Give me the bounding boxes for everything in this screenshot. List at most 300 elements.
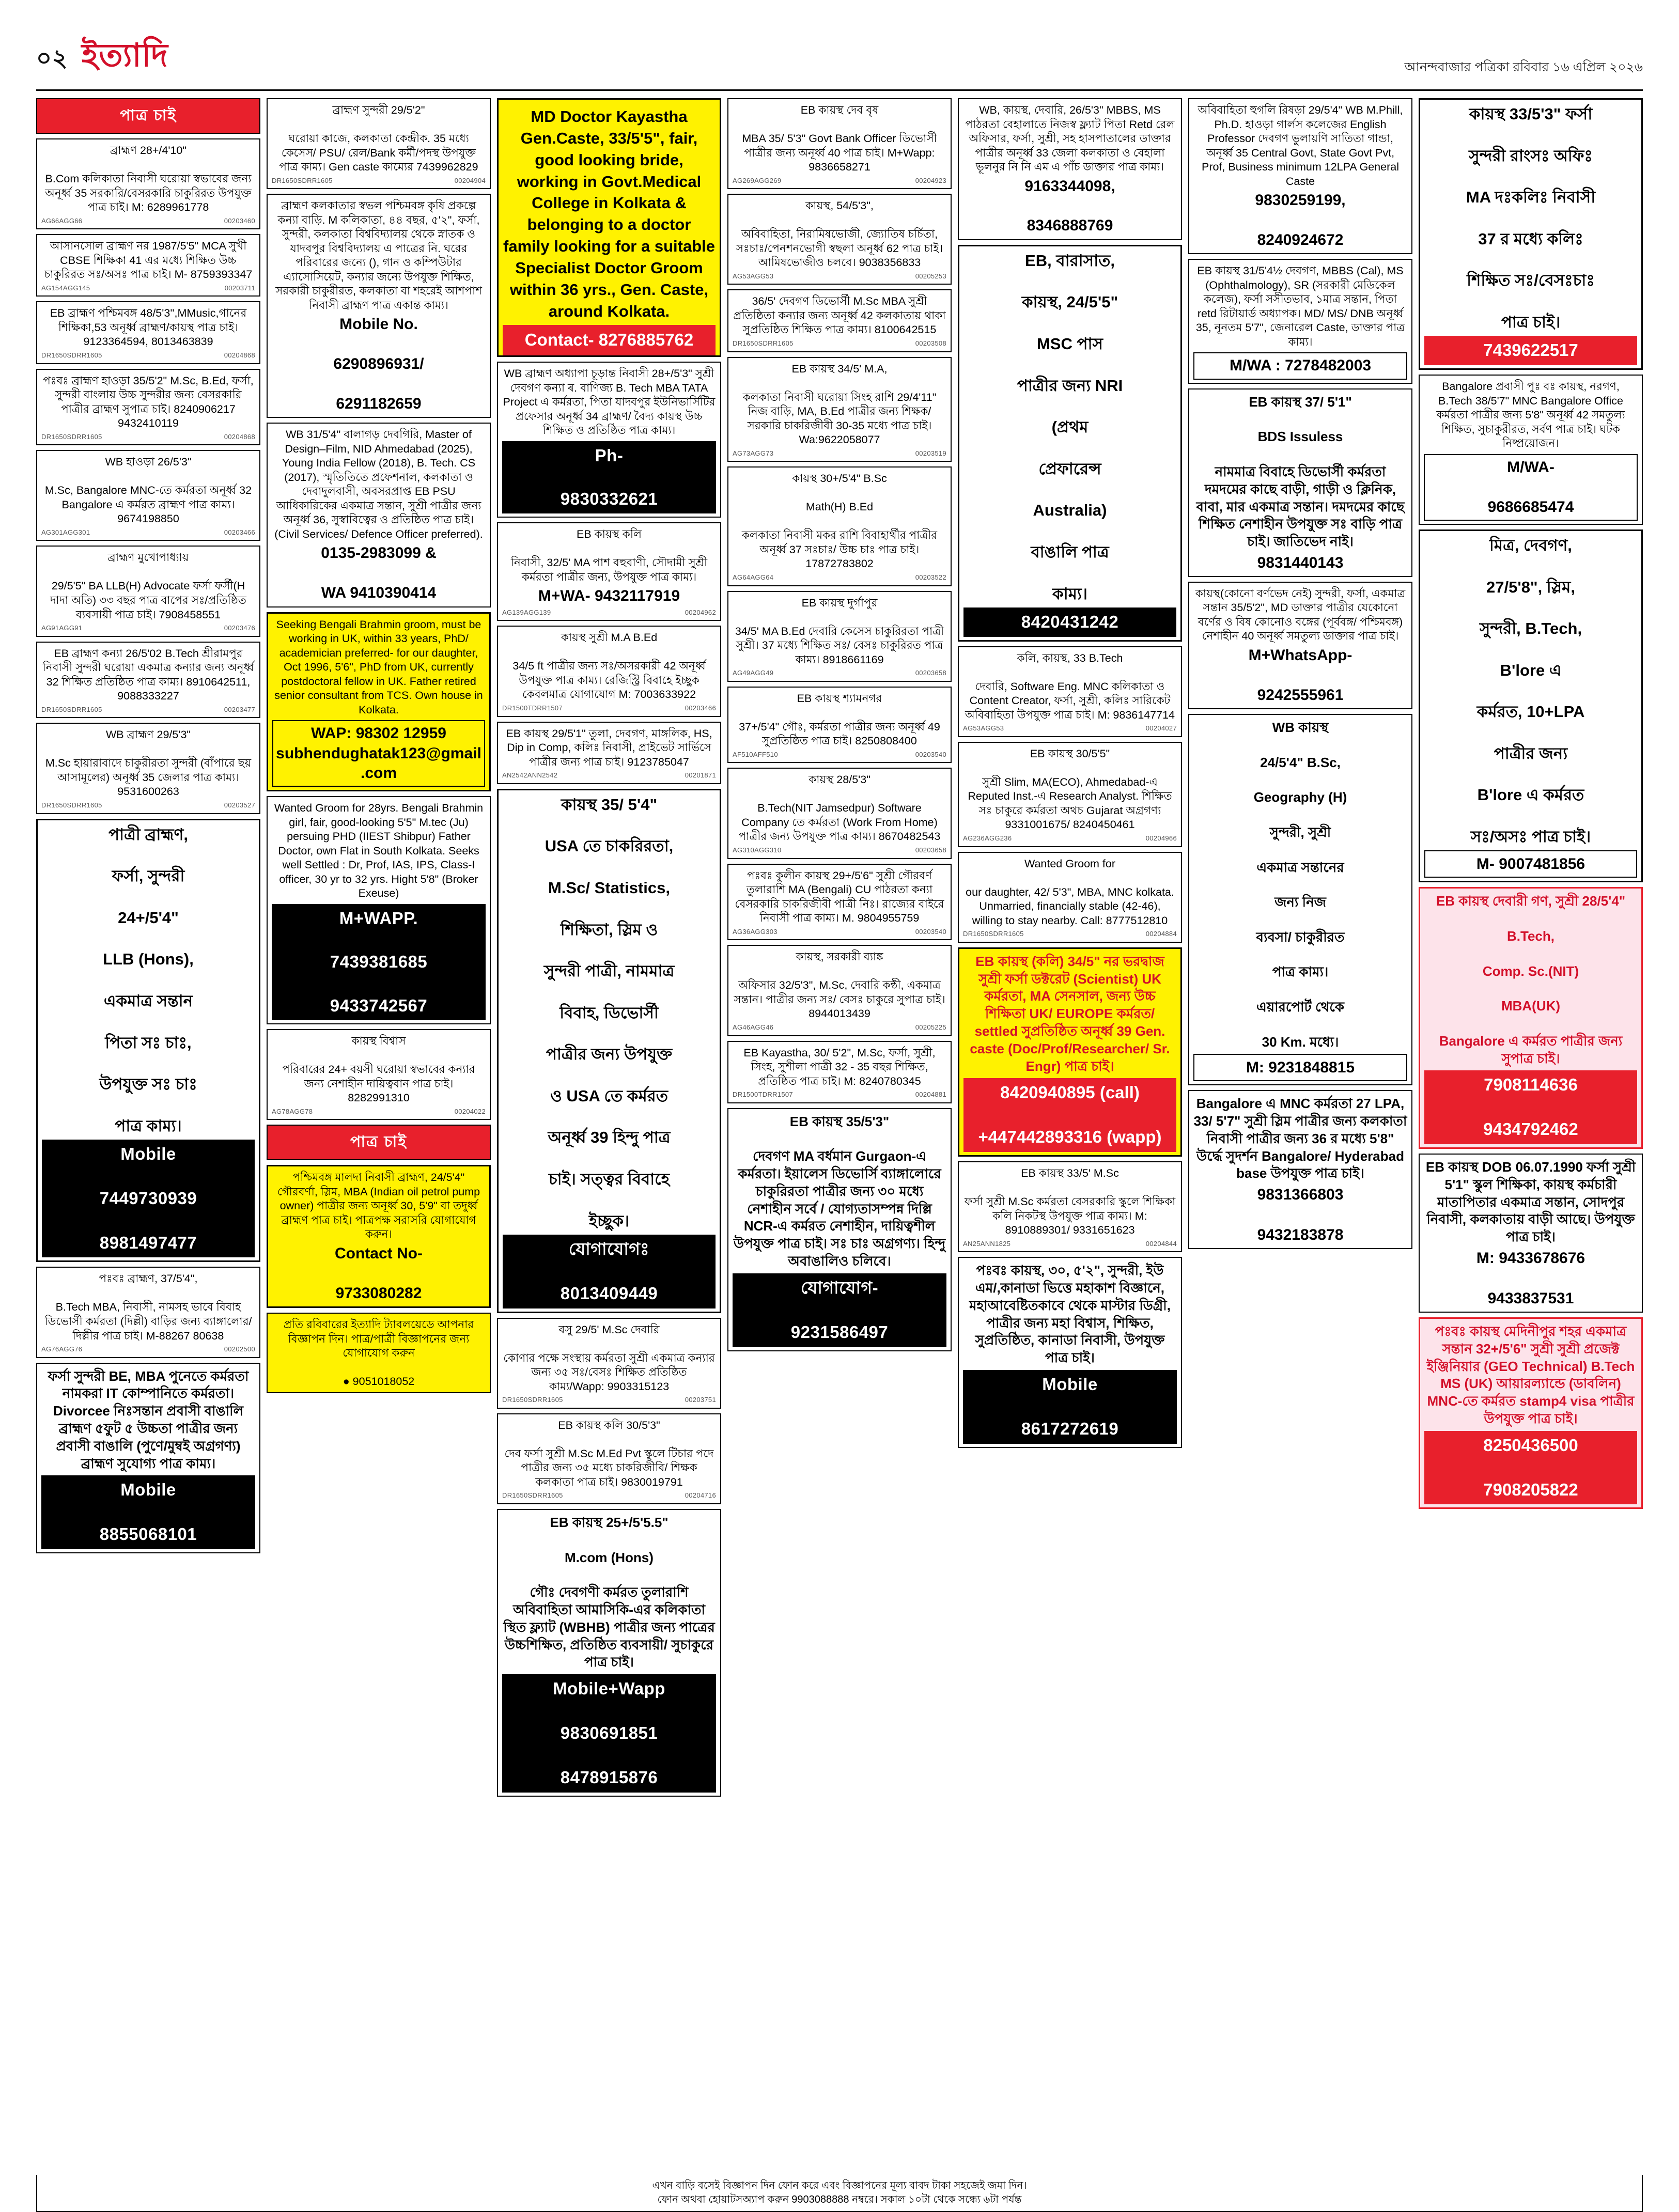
- ad-reference-line: [502, 771, 716, 780]
- ad-text-line: EB কায়স্থ 33/5' M.Sc: [1021, 1167, 1119, 1180]
- ad-text-line: সুশ্রী Slim, MA(ECO), Ahmedabad-এ Reputed Inst.-এ Research Analyst. শিক্ষিত সঃ চাকুরে কর্মরতা অথচ Gujarat অগ্রগণ্য 9331001675/ 8240450461: [968, 775, 1172, 831]
- ad-eb-kayastha-deb-brish: [727, 98, 952, 189]
- ad-text-line: 7449730939: [99, 1188, 197, 1208]
- ad-body: [272, 428, 486, 541]
- ad-ref-number: 00203466: [685, 704, 716, 712]
- ad-ref-code: DR1650SDRR1605: [41, 351, 102, 359]
- ad-text-line: কায়স্থ 28/5'3": [809, 773, 870, 786]
- ad-ref-number: 00204022: [454, 1107, 486, 1115]
- ad-text-line: WB ব্রাহ্মণ অধ্যাপা চূড়ান্ত নিবাসী 28+/5'3" সুশ্রী দেবগণ কন্যা ৰ. বাণিজ্য B. Tech MBA TATA Project এ কর্মরতা, পিতা যাদবপুর ইউনিভার্সিটির প্রফেসার অনূর্ধ্ব 34 ব্রাহ্মণ/ বৈদ্য কায়স্থ উচ্চ শিক্ষিত ও প্রতিষ্ঠিত পাত্র কাম্য।: [503, 367, 716, 437]
- ad-text-line: পঃবঃ কায়স্থ মেদিনীপুর শহর একমাত্র সন্তান 32+/5'6" সুশ্রী সুশ্রী প্রজেক্ট ইঞ্জিনিয়ার (GEO Technical) B.Tech MS (UK) আয়ারল্যান্ডে (ডাবলিন) MNC-তে কর্মরত stamp4 visa পাত্রীর উপযুক্ত পাত্র চাই।: [1426, 1323, 1635, 1426]
- ad-text-line: M: 9231848815: [1246, 1059, 1355, 1077]
- ad-text-line: BDS Issuless: [1257, 429, 1343, 445]
- ad-ref-number: 00204868: [224, 351, 255, 359]
- ad-text-line: Mobile: [120, 1480, 176, 1500]
- ad-phone[interactable]: [1193, 553, 1407, 573]
- ad-phone[interactable]: [1193, 646, 1407, 705]
- ad-text-line: সুন্দরী পাত্রী, নামমাত্র: [543, 962, 675, 980]
- ad-contact-sub[interactable]: [272, 720, 485, 787]
- ad-malda-brahmin-24: [267, 1165, 491, 1308]
- ad-text-line: কায়স্থ 30+/5'4" B.Sc: [792, 472, 887, 485]
- ad-md-doctor-kayastha: [497, 98, 721, 357]
- ad-text-line: দেবগণ MA বর্ধমান Gurgaon-এ কর্মরতা। ইয়ালেস ডিভোর্সি ব্যাঙ্গালোরে চাকুরিরতা পাত্রীর জন্য ৩০ মধ্যে নেশাহীন সর্বে / যোগ্যতাসম্পন্ন দিল্লি NCR-এ কর্মরত নেশাহীন, দায়িত্বশীল উপযুক্ত পাত্র চাই। সঃ চাঃ অগ্রগণ্য। হিন্দু অবাঙালিও চলিবে।: [733, 1148, 946, 1269]
- ad-ref-number: 00203522: [915, 573, 946, 581]
- ad-wb-kayastha-debari-26: [958, 98, 1182, 240]
- ad-text-line: MA দঃকলিঃ নিবাসী: [1466, 188, 1596, 207]
- ad-phone-highlight-red[interactable]: [963, 1078, 1176, 1152]
- ad-text-line: 7439622517: [1483, 340, 1578, 360]
- ad-phone-boxed[interactable]: [1193, 352, 1407, 379]
- ad-text-line: অবিবাহিতা, নিরামিষভোজী, জ্যোতিষ চর্চিতা, সঃচাঃ/পেনশনভোগী স্বছলা অনূর্ধ্ব 62 পাত্র চাই। আমিষভোজীও চলবে। 9038356833: [736, 228, 943, 269]
- ad-itiyadi-notice: [267, 1313, 491, 1393]
- ad-body: [503, 106, 716, 322]
- ad-phone-highlight[interactable]: [503, 1235, 716, 1308]
- ad-phone-highlight[interactable]: [502, 1674, 716, 1792]
- ad-phone[interactable]: [502, 586, 716, 606]
- ad-body: [733, 869, 946, 926]
- ad-reference-line: [733, 928, 946, 937]
- ad-phone-highlight[interactable]: [733, 1273, 946, 1347]
- ad-body: [272, 801, 486, 901]
- ad-reference-line: [41, 801, 255, 810]
- ad-body: [41, 647, 255, 704]
- ad-text-line: পাত্র কাম্য।: [115, 1116, 182, 1135]
- ad-text-line: 36/5' দেবগণ ডিভোর্সী M.Sc MBA সুশ্রী প্রতিষ্ঠিতা কন্যার জন্য অনূর্ধ্ব 42 কলকাতায় থাকা সুপ্রতিষ্ঠিত শিক্ষিত পাত্র কাম্য। 8100642515: [733, 295, 946, 336]
- ad-text-line: আসানসোল ব্রাহ্মণ নর 1987/5'5" MCA সুখী CBSE শিক্ষিকা 41 এর মধ্যে শিক্ষিত উচ্চ চাকুরিরত সঃ/অসঃ পাত্র চাই। M- 8759393347: [44, 240, 253, 281]
- ad-eb-kayastha-koli-34-scientist: [958, 947, 1182, 1157]
- ad-phone[interactable]: [1424, 1248, 1638, 1308]
- masthead-left: [36, 31, 168, 84]
- ad-text-line: MD Doctor Kayastha Gen.Caste, 33/5'5", fair, good looking bride, working in Govt.Medical College in Kolkata & belonging to a doctor family looking for a suitable Specialist Doctor Groom within 36 yrs., Gen. Caste, around Kolkata.: [503, 107, 715, 320]
- ad-ref-code: AG46AGG46: [733, 1023, 774, 1031]
- ad-text-line: M.Sc/ Statistics,: [548, 878, 671, 897]
- ad-phone-highlight[interactable]: [41, 1475, 255, 1549]
- ad-ref-number: 00204962: [685, 608, 716, 616]
- ad-text-line: দেবারি, Software Eng. MNC কলিকাতা ও Content Creator, ফর্সা, সুশ্রী, কলিঃ সারিকেট অবিবাহিতা উপযুক্ত পাত্র চাই। M: 9836147714: [965, 680, 1175, 721]
- ad-text-line: 8346888769: [1027, 217, 1113, 235]
- ad-text-line: কোণার পক্ষে সংস্থায় কর্মরতা সুশ্রী একমাত্র কন্যার জন্য ৩৫ সঃ/বেসঃ শিক্ষিত প্রতিষ্ঠিত কাম্য/Wapp: 9903315123: [503, 1351, 715, 1393]
- ad-ref-code: AG310AGG310: [733, 846, 782, 854]
- ad-text-line: Math(H) B.Ed: [805, 501, 874, 513]
- ad-text-line: M+WhatsApp-: [1248, 646, 1352, 664]
- ad-text-line: EB কায়স্থ 29/5'1" তুলা, দেবগণ, মাঙ্গলিক, HS, Dip in Comp, কলিঃ নিবাসী, প্রাইভেট সার্ভিসে পাত্রীর জন্য পাত্র চাই। 9123785047: [506, 727, 712, 768]
- ad-text-line: পঃবঃ ব্রাহ্মণ, 37/5'4",: [99, 1272, 198, 1285]
- ad-text-line: এয়ারপোর্ট থেকে: [1256, 999, 1344, 1015]
- ad-phone-boxed[interactable]: [1424, 454, 1638, 521]
- ad-ref-number: 00204904: [454, 176, 486, 184]
- ad-text-line: MBA 35/ 5'3" Govt Bank Officer ডিভোর্সী পাত্রীর জন্য অনূর্ধ্ব 40 পাত্র চাই। M+Wapp: 9836658271: [742, 132, 937, 174]
- ad-text-line: 9433742567: [330, 995, 428, 1015]
- ad-text-line: কলকাতা নিবাসী ঘরোয়া সিংহ রাশি 29/4'11" নিজ বাড়ি, MA, B.Ed পাত্রীর জন্য শিক্ষক/ সরকারি চাকরিজীবী 30-35 মধ্যে পাত্র চাই। Wa:9622058077: [742, 391, 937, 446]
- ad-body: [733, 1113, 946, 1270]
- ad-text-line: চাই। সত্ত্বর বিবাহে: [548, 1170, 670, 1189]
- ad-text-line: our daughter, 42/ 5'3", MBA, MNC kolkata. Unmarried, financially stable (42-46), willing to stay nearby. Call: 8777512810: [966, 885, 1174, 927]
- ad-wb-howrah-26: [36, 450, 260, 541]
- ad-ref-number: 00203466: [224, 528, 255, 536]
- ad-ref-code: DR1650SDRR1605: [502, 1491, 563, 1500]
- ad-text-line: শিক্ষিত সঃ/বেসঃচাঃ: [1467, 271, 1595, 290]
- ad-ref-number: 00203751: [685, 1396, 716, 1404]
- ad-text-line: 29/5'5" BA LLB(H) Advocate ফর্সা ফর্সী(H দাদা অতি) ৩৩ বছর পাত্র বাপের সঃ/প্রতিষ্ঠিত ব্যবসায়ী পাত্র চাই। 7908458551: [50, 580, 246, 621]
- ad-phone-highlight[interactable]: [42, 1140, 255, 1257]
- ad-phone[interactable]: [272, 543, 486, 603]
- ad-ref-code: DR1650SDRR1605: [963, 930, 1024, 938]
- ad-text-line: 34/5 ft পাত্রীর জন্য সঃ/অসরকারী 42 অনূর্ধ্ব উপযুক্ত পাত্র কাম্য। রেজিস্ট্রি বিবাহে ইচ্ছুক কেবলমাত্র যোগাযোগ M: 7003633922: [512, 660, 706, 701]
- ad-eb-kayastha-dob: [1419, 1154, 1643, 1313]
- ad-body: [1193, 1095, 1407, 1182]
- ad-text-line: Comp. Sc.(NIT): [1482, 963, 1579, 979]
- ad-text-line: EB কায়স্থ 30/5'5": [1030, 747, 1110, 760]
- classified-column: [727, 98, 952, 2175]
- ad-phone-highlight-red[interactable]: [503, 325, 716, 355]
- ad-ref-code: DR1650SDRR1605: [41, 705, 102, 713]
- ad-text-line: USA তে চাকরিরতা,: [545, 837, 674, 855]
- ad-text-line: ব্যবসা/ চাকুরীরত: [1256, 929, 1345, 945]
- ad-text-line: 7908205822: [1483, 1479, 1578, 1499]
- masthead: [36, 31, 1643, 91]
- ad-text-line: Bangalore প্রবাসী পুঃ বঃ কায়স্থ, নরগণ, B.Tech 38/5'7" MNC Bangalore Office কর্মরতা পাত্রীর জন্য 5'8" অনূর্ধ্ব 42 সমতুল্য শিক্ষিত, সুচাকুরীরত, সর্বণ পাত্র চাই। ঘটক নিষ্প্রয়োজন।: [1436, 380, 1625, 450]
- ad-text-line: ইচ্ছুক।: [588, 1211, 630, 1230]
- ad-text-line: 9432183878: [1257, 1226, 1344, 1244]
- ad-phone-highlight[interactable]: [963, 607, 1176, 637]
- ad-ref-code: AG269AGG269: [733, 176, 782, 184]
- ad-text-line: MBA(UK): [1501, 998, 1561, 1014]
- ad-phone-highlight-red[interactable]: [1424, 1431, 1637, 1505]
- ad-reference-line: [733, 669, 946, 678]
- ad-reference-line: [733, 272, 946, 281]
- ad-text-line: MSC পাস: [1036, 334, 1103, 353]
- ad-reference-line: [963, 834, 1177, 843]
- ad-text-line: Mobile+Wapp: [553, 1679, 665, 1699]
- ad-body: [272, 199, 486, 313]
- ad-ref-number: 00204966: [1145, 834, 1177, 842]
- ad-body: [502, 1419, 716, 1490]
- ad-pashchim-brahmin-howrah: [36, 369, 260, 446]
- ad-ref-code: AN2542ANN2542: [502, 771, 558, 780]
- ad-eb-kayastha-29-5-1: [497, 722, 721, 784]
- ad-kayastha-sarkari-bank: [727, 945, 952, 1036]
- ad-ref-number: 00203519: [915, 449, 946, 457]
- ad-text-line: বিবাহ, ডিভোর্সী: [559, 1003, 659, 1022]
- ad-phone-highlight-red[interactable]: [1424, 336, 1637, 365]
- ad-text-line: ব্রাহ্মণ কলকাতার স্বভল পশ্চিমবঙ্গ কৃষি প্রকল্পে কন্যা বাড়ি. M কলিকাতা, ৪৪ বছর, ৫'২", ফর্সা, সুন্দরী, কলকাতা বিশ্ববিদ্যালয় থেকে স্নাতক ও যাদবপুর বিশ্ববিদ্যালয় এ পাত্রের নি. ঘরের পরিবারের জন্যে (), গান ও কম্পিউটার এ্যাসোসিয়েট, কন্যার জন্যে উপযুক্ত শিক্ষিত, সরকারী চাকুরীরত, কলকাতা বা শহরেই আশপাশ নিবাসী ব্রাহ্মণ পাত্র একান্ত কাম্য।: [275, 199, 482, 311]
- ad-phone-boxed[interactable]: [1193, 1054, 1407, 1081]
- ad-kayastha-54: [727, 194, 952, 285]
- column-spacer: [958, 1453, 1182, 2175]
- ad-body: [42, 824, 255, 1136]
- ad-text-line: EB কায়স্থ দেবারী গণ, সুশ্রী 28/5'4": [1436, 893, 1626, 909]
- ad-body: [963, 953, 1176, 1076]
- ad-text-line: B'lore এ: [1500, 661, 1562, 679]
- ad-body: [733, 950, 946, 1021]
- ad-text-line: WB, কায়স্থ, দেবারি, 26/5'3" MBBS, MS পাঠরতা বেহালাতে নিজস্ব ফ্ল্যাট পিতা Retd রেল অফিসার, ফর্সা, সুশ্রী, সহ হাসপাতালের ডাক্তার পাত্রীর অনূর্ধ্ব 33 জেলা কলকাতা ও বেহালা ভূলনুর নি নি এম এ পাঁচ ডাক্তার পাত্র কাম্য।: [965, 104, 1175, 174]
- ad-text-line: কাম্য।: [1052, 584, 1087, 603]
- ad-text-line: WB ব্রাহ্মণ 29/5'3": [105, 728, 191, 741]
- ad-body: [41, 455, 255, 526]
- ad-reference-line: [963, 1240, 1177, 1249]
- ad-phone-boxed[interactable]: [1424, 850, 1637, 878]
- ad-wb-brahmin-29: [36, 723, 260, 814]
- ad-body: [733, 294, 946, 337]
- ad-text-line: Wanted Groom for: [1024, 857, 1116, 870]
- ad-body: [733, 103, 946, 175]
- ad-reference-line: [502, 1491, 716, 1500]
- ad-ref-number: 00203540: [915, 750, 946, 758]
- ad-text-line: B.Tech(NIT Jamsedpur) Software Company তে কর্মরতা (Work From Home) পাত্রীর জন্য উপযুক্ত পাত্র কাম্য। 8670482543: [738, 802, 941, 843]
- ad-text-line: Bangalore এ কর্মরত পাত্রীর জন্য সুপাত্র চাই।: [1439, 1033, 1623, 1066]
- ad-ref-number: 00203460: [224, 216, 255, 225]
- ad-text-line: EB কায়স্থ দেব বৃষ: [800, 104, 879, 116]
- ad-text-line: পিতা সঃ চাঃ,: [105, 1033, 192, 1052]
- ad-ref-number: 00203508: [915, 339, 946, 347]
- ad-reference-line: [963, 930, 1177, 939]
- ad-wb-brahmin-31: [267, 423, 491, 607]
- ad-phone[interactable]: [1193, 191, 1407, 250]
- ad-body: [963, 651, 1177, 723]
- ad-ref-number: 00204923: [915, 176, 946, 184]
- ad-ref-code: AG73AGG73: [733, 449, 774, 457]
- ad-reference-line: [733, 751, 946, 759]
- ad-text-line: পঃবঃ ব্রাহ্মণ হাওড়া 35/5'2" M.Sc, B.Ed, ফর্সা, সুন্দরী বাংলায় উচ্চ সুন্দরীর জন্য বেসরকারি পাত্রীর ব্রাহ্মণ সুপাত্র চাই। 8240906217 9432410119: [43, 374, 254, 430]
- ad-basu-29-msc: [497, 1318, 721, 1409]
- ad-phone[interactable]: [272, 315, 486, 414]
- ad-text-line: 30 Km. মধ্যে।: [1262, 1034, 1339, 1050]
- ad-text-line: দেব ফর্সা সুশ্রী M.Sc M.Ed Pvt স্কুলে টিচার পদে পাত্রীর জন্য ৩৫ মধ্যে চাকরিজীবি/ শিক্ষক কলকাতা পাত্র চাই। 9830019791: [504, 1447, 714, 1488]
- ad-ref-code: AG36AGG303: [733, 927, 778, 936]
- ad-reference-line: [272, 177, 486, 185]
- ad-ref-code: DR1650SDRR1605: [272, 176, 333, 184]
- ad-text-line: Contact No-: [335, 1244, 423, 1262]
- classified-column: [36, 98, 260, 2175]
- ad-text-line: ফর্সা সুশ্রী M.Sc কর্মরতা বেসরকারি স্কুলে শিক্ষিকা কলি নিকটস্থ উপযুক্ত পাত্র কাম্য। M: 8910889301/ 9331651623: [964, 1195, 1176, 1237]
- ad-eb-barasat-kayastha: [958, 245, 1182, 642]
- ad-text-line: পঃবঃ কুলীন কায়স্থ 29+/5'6" সুশ্রী গৌরবর্ণ তুলারাশি MA (Bengali) CU পাঠরতা কন্যা বেসরকারি চাকরিজীবী পাত্রী নিঃ। রাজ্যের বাইরে নিবাসী পাত্র কাম্য। M. 9804955759: [735, 869, 944, 925]
- ad-text-line: M/WA : 7278482003: [1229, 357, 1372, 375]
- ad-body: [41, 374, 255, 431]
- ad-abibahita-hooghly-rishra: [1188, 98, 1412, 254]
- ad-text-line: 8855068101: [99, 1524, 197, 1544]
- ad-body: [963, 103, 1177, 175]
- ad-phone-highlight-red[interactable]: [1424, 1070, 1637, 1144]
- column-spacer: [36, 1558, 260, 2175]
- ad-phone-highlight[interactable]: [502, 441, 716, 514]
- ad-text-line: Geography (H): [1253, 789, 1347, 805]
- ad-ref-number: 00203658: [915, 669, 946, 677]
- page-title: ইত্যাদি: [81, 38, 168, 73]
- ad-text-line: অনূর্ধ্ব 39 হিন্দু পাত্র: [548, 1128, 671, 1147]
- ad-ref-code: AG49AGG49: [733, 669, 774, 677]
- ad-ref-code: DR1650SDRR1605: [41, 801, 102, 809]
- ad-body: [502, 1323, 716, 1394]
- ad-text-line: WA 9410390414: [321, 584, 437, 602]
- ad-ref-number: 00203540: [915, 927, 946, 936]
- ad-body: [272, 618, 485, 718]
- ad-text-line: WB কায়স্থ: [1272, 720, 1329, 736]
- ad-body: [1424, 1323, 1637, 1428]
- ad-text-line: EB কায়স্থ 37/ 5'1": [1249, 394, 1352, 410]
- ad-text-line: +447442893316 (wapp): [978, 1127, 1162, 1147]
- ad-text-line: 9434792462: [1483, 1119, 1578, 1139]
- ad-brahmin-sundari-29: [267, 98, 491, 189]
- ad-phone[interactable]: [1193, 1185, 1407, 1245]
- ad-body: [272, 1034, 486, 1105]
- ad-bangalore-mnc-27lpa: [1188, 1090, 1412, 1249]
- classified-column: [267, 98, 491, 2175]
- ad-body: [1424, 104, 1637, 333]
- ad-asansol-brahmin: [36, 234, 260, 297]
- ad-wb-brahmin-28-5-3: [497, 362, 721, 518]
- ad-text-line: M+WAPP.: [339, 908, 418, 928]
- ad-text-line: EB, বারাসাত,: [1025, 251, 1115, 270]
- ad-body: [963, 251, 1176, 604]
- ad-body: [1424, 380, 1638, 451]
- ad-text-line: পাত্র চাই।: [1501, 313, 1561, 331]
- ad-text-line: কায়স্থ(কোনো বর্ণভেদ নেই) সুন্দরী, ফর্সা, একমাত্র সন্তান 35/5'2", MD ডাক্তার পাত্রীর যেকোনো বর্ণের ও বিষ কোনোও বঙ্গের (পূর্ববঙ্গ/ পশ্চিমবঙ্গ) নেশাহীন 40 অনূর্ধ্ব সমতুল্য ডাক্তার পাত্র চাই।: [1195, 587, 1406, 643]
- ad-reference-line: [41, 351, 255, 360]
- ad-reference-line: [41, 1345, 255, 1354]
- ad-text-line: সুন্দরী, B.Tech,: [1479, 619, 1582, 638]
- ad-body: [733, 362, 946, 447]
- ad-text-line: যোগাযোগঃ: [568, 1239, 650, 1258]
- ad-text-line: EB কায়স্থ দুর্গাপুর: [801, 596, 878, 609]
- ad-ref-code: AG154AGG145: [41, 284, 90, 292]
- ad-ref-code: AG53AGG53: [963, 724, 1004, 733]
- ad-wanted-groom-28yrs: [267, 796, 491, 1024]
- ad-ref-code: AG53AGG53: [733, 272, 774, 280]
- ad-kayastha-35-usa: [497, 789, 721, 1313]
- ad-ref-code: DR1500TDRR1507: [502, 704, 563, 712]
- column-spacer: [267, 1398, 491, 2175]
- ad-text-line: ও USA তে কর্মরত: [550, 1086, 668, 1105]
- ad-brahmin-28: [36, 138, 260, 229]
- ad-ref-code: DR1650SDRR1605: [41, 432, 102, 441]
- ad-text-line: EB Kayastha, 30/ 5'2", M.Sc, ফর্সা, সুশ্রী, সিংহ, সুশীলা পাত্রী 32 - 35 বছর শিক্ষিত, প্রতিষ্ঠিত পাত্র চাই। M: 8240780345: [743, 1046, 936, 1087]
- ad-body: [502, 1514, 716, 1671]
- ad-text-line: 8420431242: [1021, 612, 1119, 631]
- ad-eb-kayastha-35-5-3: [727, 1108, 952, 1351]
- ad-text-line: EB কায়স্থ DOB 06.07.1990 ফর্সা সুশ্রী 5'1" স্কুল শিক্ষিকা, কায়স্থ কর্মচারী মাতাপিতার একমাত্র সন্তান, সোদপুর নিবাসী, কলকাতায় বাড়ী আছে। উপযুক্ত পাত্র চাই।: [1425, 1159, 1636, 1245]
- ad-text-line: B.Tech MBA, নিবাসী, নামসহ ভাবে বিবাহ ডিভোর্সী কর্মরতা (দিল্লী) বাড়ির জন্য ব্যাঙ্গালোর/দিল্লীর পাত্র চাই। M-88267 80638: [44, 1301, 252, 1342]
- ad-text-line: EB কায়স্থ 35/5'3": [789, 1113, 890, 1129]
- ad-text-line: M.Sc হায়ারাবাদে চাকুরীরতা সুন্দরী (বাঁপারে ছয় আসামূলের) অনূর্ধ্ব 35 জেলার পাত্র কাম্য। 9531600263: [45, 757, 252, 798]
- ad-ref-code: DR1500TDRR1507: [733, 1091, 793, 1099]
- ad-text-line: Bangalore এ MNC কর্মরতা 27 LPA, 33/ 5'7" সুশ্রী স্লিম পাত্রীর জন্য কলকাতা নিবাসী পাত্রীর জন্য 36 র মধ্যে 5'8" উর্দ্ধে সুদর্শন Bangalore/ Hyderabad base উপযুক্ত পাত্র চাই।: [1193, 1096, 1407, 1181]
- ad-text-line: 9231586497: [790, 1322, 889, 1342]
- ad-text-line: 37 র মধ্যে কলিঃ: [1478, 229, 1583, 248]
- ad-body: [272, 1318, 486, 1389]
- ad-text-line: পাত্রী ব্রাহ্মণ,: [108, 825, 188, 844]
- ad-phone-highlight[interactable]: [963, 1370, 1177, 1444]
- ad-text-line: কায়স্থ, 54/5'3",: [805, 199, 874, 212]
- publication-info: আনন্দবাজার পত্রিকা রবিবার ১৬ এপ্রিল ২০২৬: [1404, 60, 1643, 74]
- ad-text-line: অফিসার 32/5'3", M.Sc, দেবারি কন্ঠী, একমাত্র সন্তান। পাত্রীর জন্য সঃ/ বেসঃ চাকুরে সুপাত্র চাই। 8944013439: [734, 979, 945, 1020]
- classified-column: [958, 98, 1182, 2175]
- ad-body: [502, 527, 716, 584]
- ad-ref-code: AG236AGG236: [963, 834, 1012, 842]
- ad-reference-line: [41, 706, 255, 714]
- ad-body: [733, 773, 946, 844]
- ad-text-line: Mobile: [120, 1144, 176, 1163]
- ad-wb-kayastha-24-geography: [1188, 714, 1412, 1085]
- ad-text-line: 27/5'8", স্লিম,: [1486, 578, 1575, 596]
- ad-wanted-groom-daughter: [958, 852, 1182, 943]
- ad-body: [733, 692, 946, 749]
- ad-phone-highlight[interactable]: [272, 904, 486, 1020]
- ad-text-line: B'lore এ কর্মরত: [1477, 786, 1584, 804]
- ad-body: [272, 103, 486, 175]
- ad-pashchim-kayastha-30: [958, 1257, 1182, 1447]
- ad-text-line: EB কায়স্থ (কলি) 34/5" নর ভরদ্বাজ সুশ্রী ফর্সা ডক্টরেট (Scientist) UK কর্মরতা, MA সেনসাল, জন্য উচ্চ শিক্ষিতা UK/ EUROPE কর্মরত/ settled সুপ্রতিষ্ঠিত অনূর্ধ্ব 39 Gen. caste (Doc/Prof/Researcher/ Sr. Engr) পাত্র চাই।: [970, 953, 1170, 1074]
- ad-text-line: WAP: 98302 12959 subhendughatak123@gmail.com: [276, 725, 481, 782]
- ad-text-line: 9433837531: [1487, 1289, 1574, 1307]
- ad-phone[interactable]: [963, 177, 1177, 236]
- ad-eb-kayastha-30-5-2: [727, 1041, 952, 1103]
- ad-pashchim-brahmin-37: [36, 1267, 260, 1358]
- ad-eb-kayastha-koli-30: [497, 1413, 721, 1504]
- ad-text-line: Seeking Bengali Brahmin groom, must be working in UK, within 33 years, PhD/ academician preferred- for our daughter, Oct 1996, 5'6", PhD from UK, currently postdoctoral fellow in UK. Father retired senior consultant from TCS. Own house in Kolkata.: [274, 618, 483, 716]
- ad-ref-code: AG91AGG91: [41, 624, 83, 632]
- classified-column: [1419, 98, 1643, 2175]
- ad-ref-number: 00203711: [224, 284, 255, 292]
- ad-text-line: ফর্সা সুন্দরী BE, MBA পুনেতে কর্মরতা নামকরা IT কোম্পানিতে কর্মরতা। Divorcee নিঃসন্তান প্রবাসী বাঙালি ব্রাহ্মণ ৫ফুট ৫ উচ্চতা পাত্রীর জন্য প্রবাসী বাঙালি (পুণে/মুম্বই অগ্রগণ্য) ব্রাহ্মণ সুযোগ্য পাত্র কাম্য।: [48, 1368, 249, 1471]
- ad-text-line: 24/5'4" B.Sc,: [1260, 754, 1341, 770]
- ad-text-line: M/WA-: [1507, 458, 1554, 476]
- ad-ref-code: AG139AGG139: [502, 608, 551, 616]
- ad-ref-number: 00204844: [1145, 1239, 1177, 1248]
- ad-eb-brahmin-48: [36, 301, 260, 364]
- ad-body: [502, 727, 716, 770]
- ad-body: [41, 239, 255, 282]
- ad-body: [41, 1272, 255, 1343]
- ad-seeking-bengali-brahmin: [267, 612, 491, 792]
- ad-text-line: শিক্ষিতা, স্লিম ও: [560, 920, 658, 939]
- ad-ref-code: AG64AGG64: [733, 573, 774, 581]
- ad-ref-code: AG76AGG76: [41, 1345, 83, 1353]
- column-spacer: [1188, 1254, 1412, 2175]
- ad-text-line: Australia): [1033, 501, 1107, 520]
- ad-ref-code: AN25ANN1825: [963, 1239, 1011, 1248]
- ad-eb-kayastha-30: [958, 742, 1182, 847]
- ad-text-line: Wanted Groom for 28yrs. Bengali Brahmin girl, fair, good-looking 5'5" M.tec (Ju) persuing PHD (IIEST Shibpur) Father Doctor, own Flat in South Kolkata. Seeks well Settled : Dr, Prof, IAS, IPS, Class-I officer, 30 yr to 32 yrs. Hight 5'8" (Broker Exeuse): [274, 802, 484, 900]
- ad-text-line: পাত্রীর জন্য উপযুক্ত: [546, 1045, 673, 1064]
- ad-text-line: EB কায়স্থ শ্যামনগর: [797, 692, 882, 705]
- ad-pashchim-kulin-kayastha: [727, 864, 952, 941]
- ad-reference-line: [41, 284, 255, 293]
- ad-text-line: পরিবারের 24+ বয়সী ঘরোয়া স্বভাবের কন্যার জন্য নেশাহীন দায়িত্ববান পাত্র চাই। 8282991310: [282, 1063, 475, 1104]
- ad-text-line: 9686685474: [1487, 498, 1574, 516]
- ad-text-line: প্রতি রবিবারের ইত্যাদি ট্যাবলয়েডে আপনার বিজ্ঞাপন দিন। পাত্র/পাত্রী বিজ্ঞাপনের জন্য যোগাযোগ করুন: [283, 1318, 474, 1360]
- ad-body: [963, 747, 1177, 832]
- ad-text-line: 9733080282: [335, 1284, 422, 1302]
- footer-line-1: এখন বাড়ি বসেই বিজ্ঞাপন দিন ফোন করে এবং বিজ্ঞাপনের মূল্য বাবদ টাকা সহজেই জমা দিন।: [652, 2180, 1027, 2191]
- ad-text-line: 8478915876: [560, 1767, 658, 1787]
- ad-text-line: 7439381685: [330, 952, 428, 972]
- ad-ref-code: AG66AGG66: [41, 216, 83, 225]
- ad-body: [1424, 1159, 1638, 1246]
- footer-note: [36, 2175, 1643, 2212]
- ad-text-line: ঘরোয়া কাজে, কলকাতা কেন্দ্রীক. 35 মধ্যে কেসেস/ PSU/ রেল/Bank কর্মী/পদস্থ উপযুক্ত পাত্র কাম্য। Gen caste কাম্যের 7439962829: [279, 132, 478, 174]
- ad-body: [733, 472, 946, 571]
- ad-reference-line: [733, 846, 946, 855]
- ad-text-line: ● 9051018052: [343, 1375, 415, 1388]
- ad-reference-line: [502, 1396, 716, 1405]
- ad-phone[interactable]: [272, 1244, 485, 1303]
- ad-body: [41, 1368, 255, 1473]
- ad-reference-line: [502, 609, 716, 617]
- ad-text-line: যোগাযোগ-: [800, 1278, 879, 1297]
- ad-text-line: 9830259199,: [1255, 192, 1346, 209]
- ad-text-line: কলকাতা নিবাসী মকর রাশি বিবাহার্থীর পাত্রীর অনূর্ধ্ব 37 সঃচাঃ/ উচ্চ চাঃ পাত্র চাই। 17872783802: [741, 529, 938, 570]
